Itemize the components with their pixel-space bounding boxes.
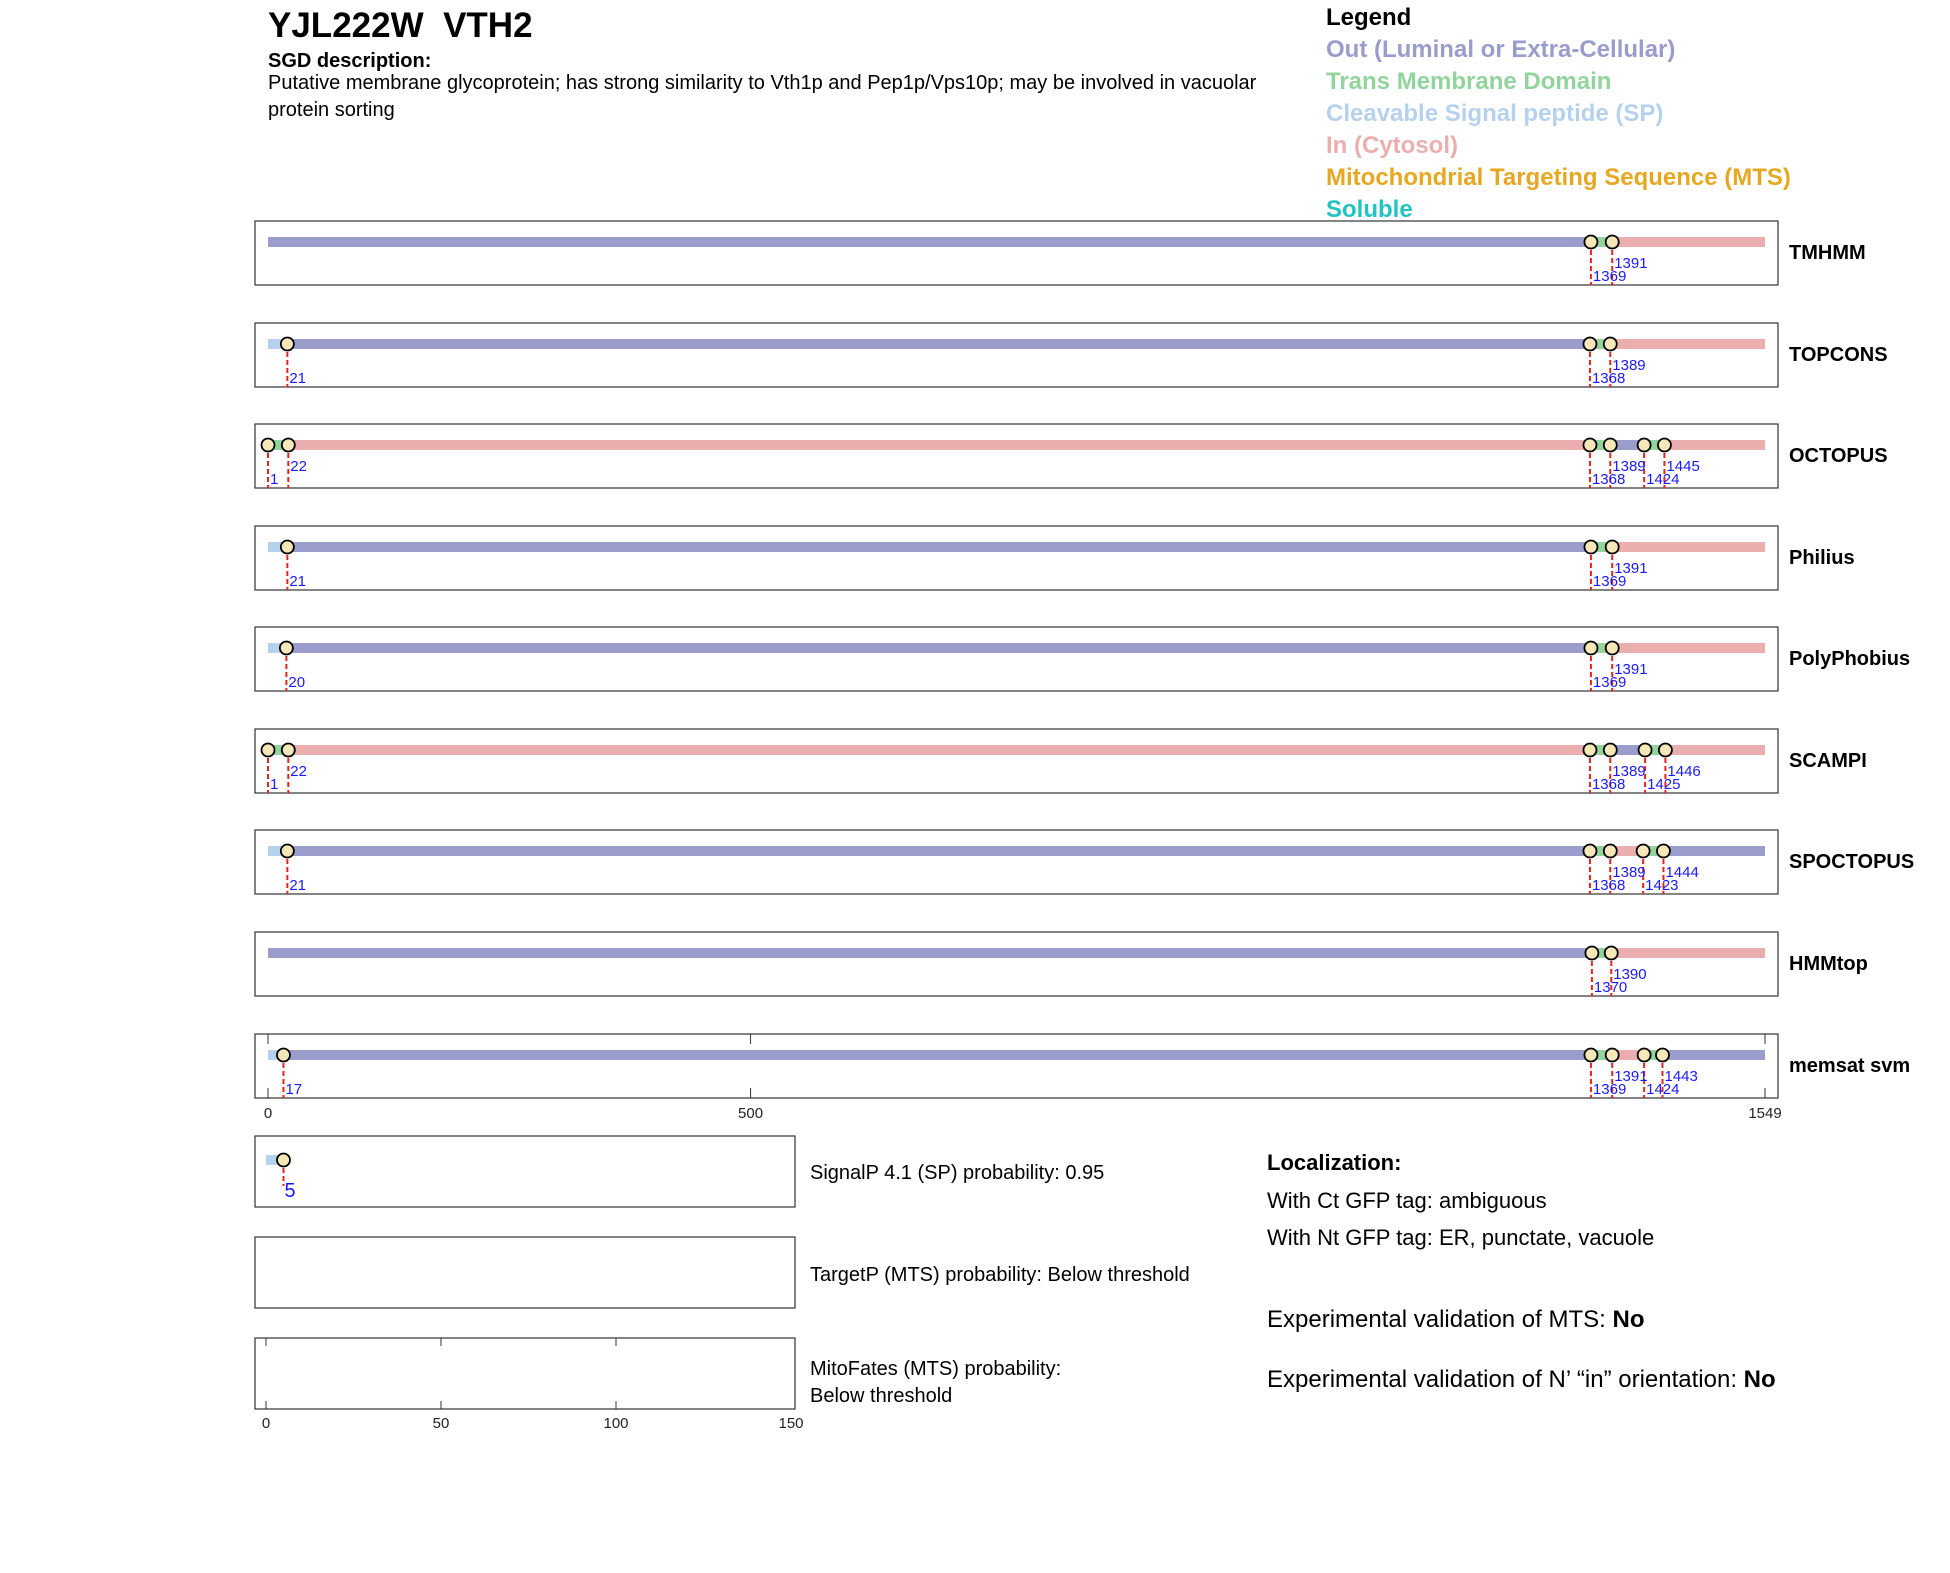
axis-tick-label: 0 [261,1415,271,1432]
sgd-description-label: SGD description: [268,50,432,72]
validation-mts-value: No [1612,1306,1645,1333]
boundary-marker [1583,845,1596,858]
boundary-marker [1585,947,1598,960]
segment-out [287,846,1590,856]
targetp-probability: TargetP (MTS) probability: Below threshold [810,1264,1190,1286]
position-label: 1370 [1593,979,1628,996]
boundary-marker [1584,1049,1597,1062]
boundary-marker [277,1154,290,1167]
position-label: 20 [288,674,306,691]
mitofates-probability: MitoFates (MTS) probability: Below threshold [810,1358,1062,1407]
boundary-marker [277,1049,290,1062]
legend-item-soluble: Soluble [1326,196,1413,223]
boundary-marker [262,744,275,757]
boundary-marker [1605,947,1618,960]
boundary-marker [1639,744,1652,757]
segment-out [287,339,1590,349]
track-box [255,424,1778,488]
boundary-marker [1606,1049,1619,1062]
track-name-topcons: TOPCONS [1789,344,1888,366]
validation-orientation [1267,1366,1776,1394]
boundary-marker [280,642,293,655]
position-label: 21 [289,573,307,590]
segment-in [1613,542,1765,552]
segment-out [283,1050,1590,1060]
segment-out [268,237,1591,247]
axis-tick-label: 150 [778,1415,804,1432]
position-label: 1368 [1591,877,1626,894]
boundary-marker [262,439,275,452]
boundary-marker [1604,744,1617,757]
boundary-marker [1604,439,1617,452]
position-label: 1424 [1646,471,1680,488]
boundary-marker [1604,338,1617,351]
track-name-polyphobius: PolyPhobius [1789,648,1911,670]
gene-id: YJL222W [268,6,424,45]
position-label: 1390 [1613,966,1647,983]
legend-title: Legend [1326,4,1412,31]
segment-out [286,643,1591,653]
position-label: 1423 [1645,877,1679,894]
position-label: 1368 [1591,471,1626,488]
segment-in [289,440,1590,450]
localization-nt-gfp: With Nt GFP tag: ER, punctate, vacuole [1267,1225,1655,1250]
boundary-marker [281,338,294,351]
position-label: 22 [290,458,307,475]
position-label: 21 [289,877,307,894]
boundary-marker [1584,642,1597,655]
position-label: 1391 [1614,255,1648,272]
position-label: 21 [289,370,307,387]
position-label: 1368 [1591,370,1626,387]
position-label: 1445 [1666,458,1700,475]
sgd-description-text: Putative membrane glycoprotein; has strong similarity to Vth1p and Pep1p/Vps10p; may be involved in vacuolar protein sorting [268,72,1257,121]
track-box [255,830,1778,894]
track-name-hmmtop: HMMtop [1789,953,1868,975]
track-name-scampi: SCAMPI [1789,750,1867,772]
position-label: 1444 [1665,864,1699,881]
boundary-marker [1637,845,1650,858]
position-label: 1369 [1592,573,1627,590]
legend-item-in: In (Cytosol) [1326,132,1458,159]
position-label: 1446 [1667,763,1701,780]
track-box [255,526,1778,590]
track-name-spoctopus: SPOCTOPUS [1789,851,1915,873]
segment-in [1613,237,1765,247]
position-label: 1369 [1592,268,1627,285]
position-label: 1 [270,471,279,488]
boundary-marker [1658,439,1671,452]
position-label: 1368 [1591,776,1626,793]
track-box [255,221,1778,285]
signalp-probability: SignalP 4.1 (SP) probability: 0.95 [810,1162,1105,1184]
position-label: 17 [285,1081,303,1098]
legend-item-sp: Cleavable Signal peptide (SP) [1326,100,1664,127]
legend-item-mts: Mitochondrial Targeting Sequence (MTS) [1326,164,1791,191]
boundary-marker [1583,439,1596,452]
segment-out [268,948,1592,958]
track-name-philius: Philius [1789,547,1855,569]
boundary-marker [1606,642,1619,655]
boundary-marker [1659,744,1672,757]
track-box [255,323,1778,387]
boundary-marker [282,744,295,757]
boundary-marker [282,439,295,452]
track-box [255,1034,1778,1098]
axis-tick-label: 500 [738,1105,764,1122]
position-label: 5 [284,1180,296,1202]
position-label: 1391 [1614,661,1648,678]
boundary-marker [1583,338,1596,351]
axis-tick-label: 100 [603,1415,629,1432]
position-label: 1 [270,776,279,793]
track-box [255,932,1778,996]
targetp-panel [255,1237,795,1308]
axis-tick-label: 0 [263,1105,273,1122]
position-label: 1389 [1612,458,1646,475]
segment-in [1612,948,1765,958]
validation-orientation-value: No [1743,1366,1776,1393]
validation-mts-label: Experimental validation of MTS: [1267,1306,1613,1333]
segment-in [1666,745,1765,755]
validation-mts [1267,1306,1644,1334]
segment-out [1664,846,1765,856]
gene-name: VTH2 [443,6,533,45]
position-label: 1424 [1646,1081,1680,1098]
axis-tick-label: 1549 [1748,1105,1782,1122]
boundary-marker [1656,1049,1669,1062]
legend-item-tm: Trans Membrane Domain [1326,68,1612,95]
track-name-memsat-svm: memsat svm [1789,1055,1911,1077]
position-label: 1443 [1664,1068,1698,1085]
boundary-marker [1638,1049,1651,1062]
segment-out [287,542,1591,552]
segment-out [1663,1050,1765,1060]
segment-in [1613,643,1765,653]
position-label: 1391 [1614,560,1648,577]
segment-in [1611,339,1765,349]
boundary-marker [1604,845,1617,858]
position-label: 1369 [1592,674,1627,691]
position-label: 1389 [1612,357,1646,374]
track-box [255,729,1778,793]
boundary-marker [1657,845,1670,858]
segment-in [1665,440,1765,450]
boundary-marker [1584,236,1597,249]
boundary-marker [281,541,294,554]
position-label: 1425 [1647,776,1681,793]
validation-orientation-label: Experimental validation of N’ “in” orientation: [1267,1366,1744,1393]
mitofates-panel [255,1338,795,1409]
position-label: 22 [290,763,307,780]
position-label: 1389 [1612,763,1646,780]
boundary-marker [1638,439,1651,452]
axis-tick-label: 50 [432,1415,450,1432]
segment-in [289,745,1590,755]
localization-title: Localization: [1267,1150,1402,1175]
localization-ct-gfp: With Ct GFP tag: ambiguous [1267,1188,1547,1213]
boundary-marker [1584,541,1597,554]
position-label: 1389 [1612,864,1646,881]
position-label: 1369 [1592,1081,1627,1098]
legend-item-out: Out (Luminal or Extra-Cellular) [1326,36,1676,63]
track-name-tmhmm: TMHMM [1789,242,1866,264]
signalp-panel [255,1136,795,1207]
track-box [255,627,1778,691]
boundary-marker [1606,541,1619,554]
boundary-marker [1606,236,1619,249]
position-label: 1391 [1614,1068,1648,1085]
boundary-marker [281,845,294,858]
track-name-octopus: OCTOPUS [1789,445,1888,467]
boundary-marker [1583,744,1596,757]
